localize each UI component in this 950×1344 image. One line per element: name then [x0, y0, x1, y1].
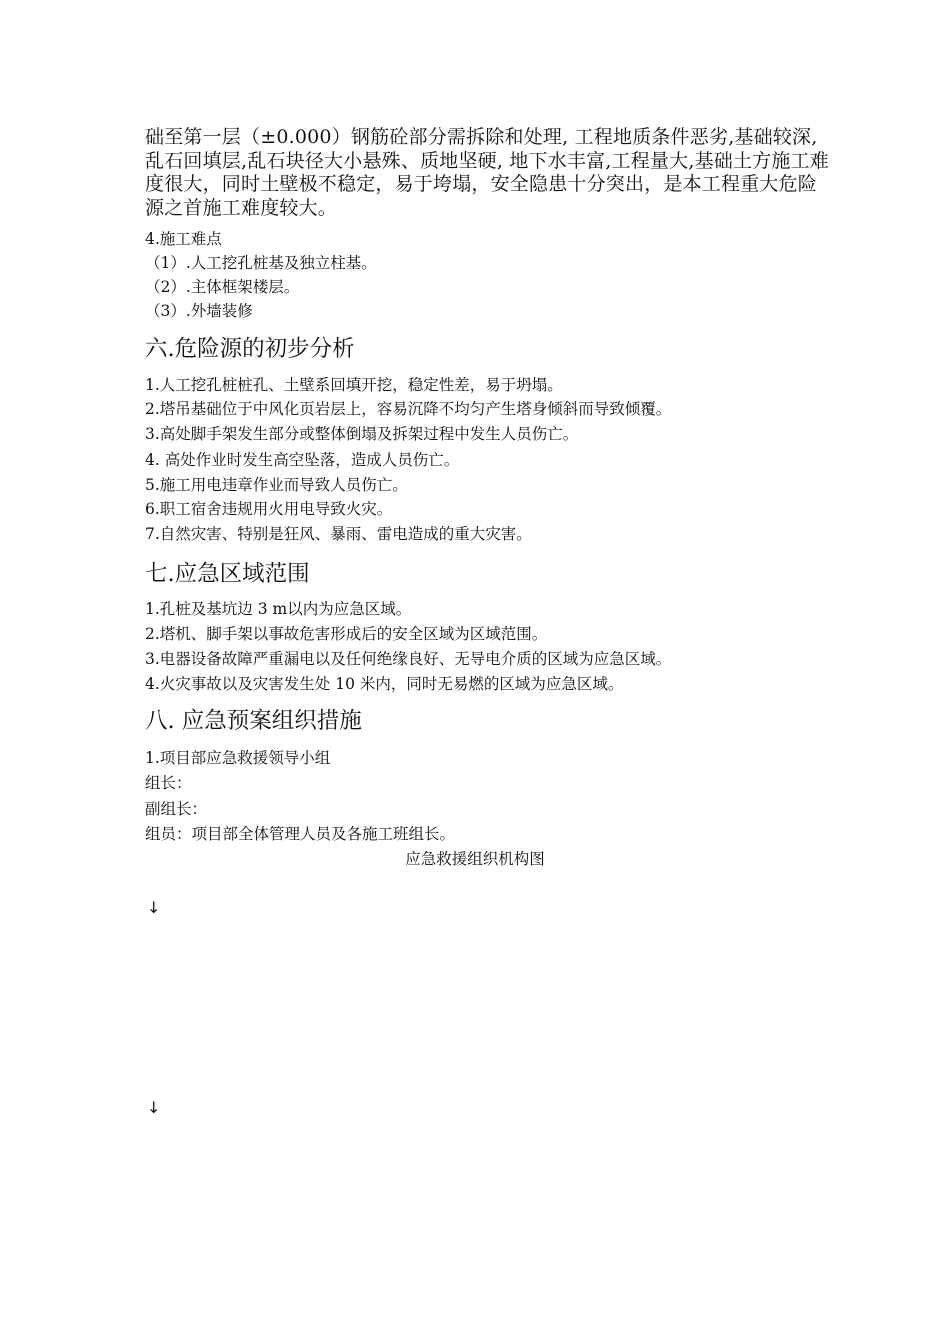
section-heading-hazard-analysis: 六.危险源的初步分析: [145, 336, 355, 362]
org-item: 组员：项目部全体管理人员及各施工班组长。: [145, 825, 456, 843]
org-item: 组长：: [145, 774, 192, 792]
difficulty-item: （1）.人工挖孔桩基及独立柱基。: [145, 254, 377, 272]
arrow-down-icon: ↓: [147, 898, 161, 917]
difficulty-item: （3）.外墙装修: [145, 302, 253, 320]
org-item: 1.项目部应急救援领导小组: [145, 749, 331, 767]
hazard-item: 7.自然灾害、特别是狂风、暴雨、雷电造成的重大灾害。: [145, 525, 532, 543]
area-item: 4.火灾事故以及灾害发生处 10 米内，同时无易燃的区域为应急区域。: [145, 675, 624, 693]
hazard-item: 1.人工挖孔桩桩孔、土壁系回填开挖，稳定性差，易于坍塌。: [145, 376, 563, 394]
org-item: 副组长：: [145, 800, 208, 818]
intro-paragraph: 础至第一层（±0.000）钢筋砼部分需拆除和处理, 工程地质条件恶劣,基础较深,乱石回填层,乱石块径大小悬殊、质地坚硬, 地下水丰富,工程量大,基础土方施工难度很大，同时土壁极不稳定，易于垮塌，安全隐患十分突出，是本工程重大危险源之首施工难度较大。: [145, 126, 829, 219]
hazard-item: 5.施工用电违章作业而导致人员伤亡。: [145, 476, 408, 494]
difficulty-item: （2）.主体框架楼层。: [145, 278, 300, 296]
area-item: 1.孔桩及基坑边 3 m以内为应急区域。: [145, 600, 412, 618]
area-item: 2.塔机、脚手架以事故危害形成后的安全区域为区域范围。: [145, 625, 548, 643]
difficulties-title: 4.施工难点: [145, 230, 222, 248]
area-item: 3.电器设备故障严重漏电以及任何绝缘良好、无导电介质的区域为应急区域。: [145, 650, 672, 668]
hazard-item: 2.塔吊基础位于中风化页岩层上，容易沉降不均匀产生塔身倾斜而导致倾覆。: [145, 400, 672, 418]
section-heading-organization: 八. 应急预案组织措施: [145, 708, 362, 734]
hazard-item: 6.职工宿舍违规用火用电导致火灾。: [145, 500, 393, 518]
arrow-down-icon: ↓: [147, 1098, 161, 1117]
org-chart-caption: 应急救援组织机构图: [405, 850, 545, 868]
hazard-item: 4. 高处作业时发生高空坠落，造成人员伤亡。: [145, 451, 460, 469]
hazard-item: 3.高处脚手架发生部分或整体倒塌及拆架过程中发生人员伤亡。: [145, 425, 579, 443]
section-heading-emergency-area: 七.应急区域范围: [145, 561, 310, 587]
